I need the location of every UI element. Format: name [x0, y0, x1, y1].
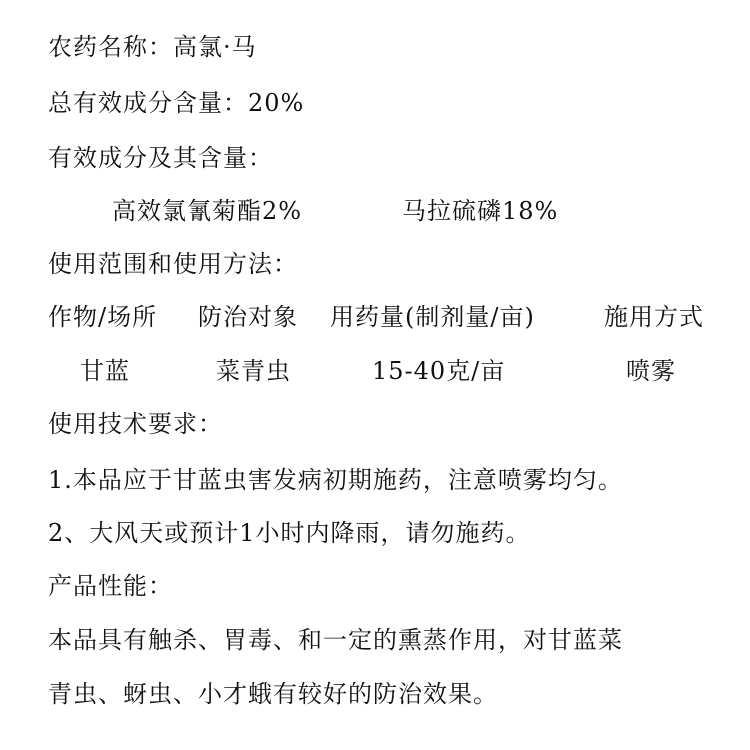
total-active-content: 总有效成分含量：20% — [48, 89, 305, 117]
table-cell-crop: 甘蓝 — [80, 357, 130, 385]
table-header-crop: 作物/场所 — [48, 303, 158, 331]
table-cell-target: 菜青虫 — [216, 357, 291, 385]
ingredient-malathion: 马拉硫磷18% — [402, 197, 559, 225]
technical-requirement-1: 1.本品应于甘蓝虫害发病初期施药，注意喷雾均匀。 — [48, 466, 623, 494]
technical-requirements-heading: 使用技术要求： — [48, 410, 223, 438]
table-header-target: 防治对象 — [198, 303, 298, 331]
pesticide-name: 农药名称：高氯·马 — [48, 33, 257, 61]
technical-requirement-2: 2、大风天或预计1小时内降雨，请勿施药。 — [48, 519, 531, 547]
table-cell-method: 喷雾 — [626, 357, 676, 385]
usage-heading: 使用范围和使用方法： — [48, 250, 298, 278]
product-performance-text-2: 青虫、蚜虫、小才蛾有较好的防治效果。 — [48, 680, 498, 708]
ingredient-beta-cypermethrin: 高效氯氰菊酯2% — [112, 197, 303, 225]
ingredients-heading: 有效成分及其含量： — [48, 144, 273, 172]
table-header-method: 施用方式 — [604, 303, 704, 331]
product-performance-heading: 产品性能： — [48, 572, 173, 600]
table-header-dosage: 用药量(制剂量/亩) — [330, 303, 535, 331]
product-performance-text-1: 本品具有触杀、胃毒、和一定的熏蒸作用，对甘蓝菜 — [48, 626, 623, 654]
table-cell-dosage: 15-40克/亩 — [372, 357, 506, 385]
